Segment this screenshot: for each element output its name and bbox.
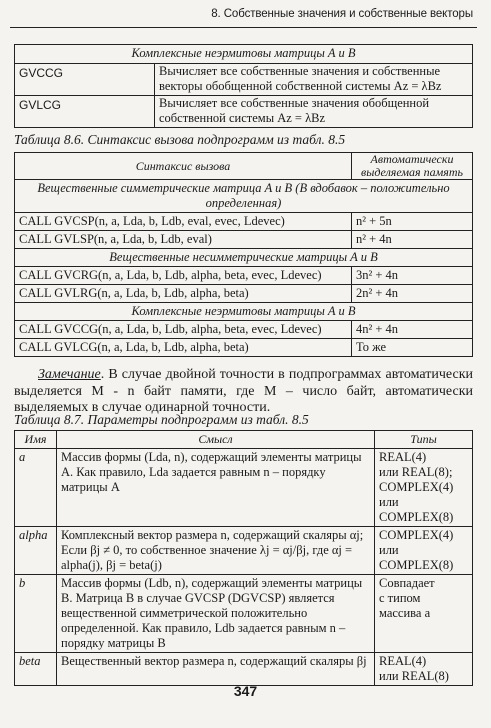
table2-mem: 3n² + 4n bbox=[352, 267, 473, 285]
table2-head-syntax: Синтаксис вызова bbox=[15, 153, 352, 180]
page-number: 347 bbox=[233, 683, 258, 699]
table-row bbox=[15, 63, 473, 95]
table-row bbox=[15, 213, 473, 231]
table-row bbox=[15, 321, 473, 339]
param-meaning: Вещественный вектор размера n, содержащий скаляры βj bbox=[57, 653, 375, 686]
param-types: REAL(4) или REAL(8); COMPLEX(4) или COMPLEX(8) bbox=[375, 449, 473, 527]
table-row bbox=[15, 575, 473, 653]
table2-mem: n² + 5n bbox=[352, 213, 473, 231]
table-8-6-caption: Таблица 8.6. Синтаксис вызова подпрограмм из табл. 8.5 bbox=[14, 132, 346, 147]
table1-name: GVLCG bbox=[15, 95, 155, 127]
table2-call: CALL GVLCG(n, a, Lda, b, Ldb, alpha, beta) bbox=[15, 339, 352, 357]
table-row bbox=[15, 285, 473, 303]
note-paragraph bbox=[14, 367, 473, 417]
param-name: a bbox=[15, 449, 57, 527]
table1-desc: Вычисляет все собственные значения и собственные векторы обобщенной собственной системы Az = λBz bbox=[155, 63, 473, 95]
table-row bbox=[15, 449, 473, 527]
param-name: beta bbox=[15, 653, 57, 686]
table2-call: CALL GVLSP(n, a, Lda, b, Ldb, eval) bbox=[15, 231, 352, 249]
table2-section-title: Вещественные симметрические матрица A и B (B вдобавок – положительно определенная) bbox=[15, 180, 473, 213]
param-types: COMPLEX(4) или COMPLEX(8) bbox=[375, 527, 473, 575]
table2-mem: 2n² + 4n bbox=[352, 285, 473, 303]
table-row bbox=[15, 339, 473, 357]
table3-head-name: Имя bbox=[15, 431, 57, 449]
param-meaning: Массив формы (Lda, n), содержащий элементы матрицы A. Как правило, Lda задается равным n – порядку матрицы A bbox=[57, 449, 375, 527]
table2-call: CALL GVCRG(n, a, Lda, b, Ldb, alpha, beta, evec, Ldevec) bbox=[15, 267, 352, 285]
table1-name: GVCCG bbox=[15, 63, 155, 95]
table-row bbox=[15, 653, 473, 686]
note-text: . В случае двойной точности в подпрограммах автоматически выделяется M - n байт памяти, где M – число байт, автоматически выделяемых в случае одинарной точности. bbox=[14, 367, 473, 415]
param-name: alpha bbox=[15, 527, 57, 575]
param-meaning: Комплексный вектор размера n, содержащий скаляры αj; Если βj ≠ 0, то собственное значение λj = αj/βj, где αj = alpha(j), βj = beta(j) bbox=[57, 527, 375, 575]
table1-desc: Вычисляет все собственные значения обобщенной собственной системы Az = λBz bbox=[155, 95, 473, 127]
param-meaning: Массив формы (Ldb, n), содержащий элементы матрицы B. Матрица B в случае GVCSP (DGVCSP) является вещественной симметрической положительно определенной. Как правило, Ldb задается равным n – порядку матрицы B bbox=[57, 575, 375, 653]
table-row bbox=[15, 95, 473, 127]
table-row bbox=[15, 527, 473, 575]
table2-call: CALL GVCCG(n, a, Lda, b, Ldb, alpha, beta, evec, Ldevec) bbox=[15, 321, 352, 339]
table3-head-meaning: Смысл bbox=[57, 431, 375, 449]
table2-section-title: Вещественные несимметрические матрицы A и B bbox=[15, 249, 473, 267]
table2-section-title: Комплексные неэрмитовы матрицы A и B bbox=[15, 303, 473, 321]
table3-head-types: Типы bbox=[375, 431, 473, 449]
header-title: 8. Собственные значения и собственные векторы bbox=[211, 8, 473, 20]
table-8-5-continued bbox=[14, 44, 473, 128]
table-8-6 bbox=[14, 152, 473, 357]
table2-call: CALL GVCSP(n, a, Lda, b, Ldb, eval, evec, Ldevec) bbox=[15, 213, 352, 231]
header-rule bbox=[10, 27, 477, 28]
running-header bbox=[0, 0, 491, 26]
param-types: Совпадает с типом массива a bbox=[375, 575, 473, 653]
table-8-7-caption: Таблица 8.7. Параметры подпрограмм из табл. 8.5 bbox=[14, 412, 309, 427]
table2-mem: n² + 4n bbox=[352, 231, 473, 249]
table1-section-title: Комплексные неэрмитовы матрицы A и B bbox=[15, 45, 473, 64]
param-name: b bbox=[15, 575, 57, 653]
table2-head-memory: Автоматически выделяемая память bbox=[352, 153, 473, 180]
table-row bbox=[15, 231, 473, 249]
note-label: Замечание bbox=[38, 367, 101, 382]
table-8-7 bbox=[14, 430, 473, 686]
table2-mem: 4n² + 4n bbox=[352, 321, 473, 339]
table2-mem: То же bbox=[352, 339, 473, 357]
table-row bbox=[15, 267, 473, 285]
param-types: REAL(4) или REAL(8) bbox=[375, 653, 473, 686]
table2-call: CALL GVLRG(n, a, Lda, b, Ldb, alpha, beta) bbox=[15, 285, 352, 303]
